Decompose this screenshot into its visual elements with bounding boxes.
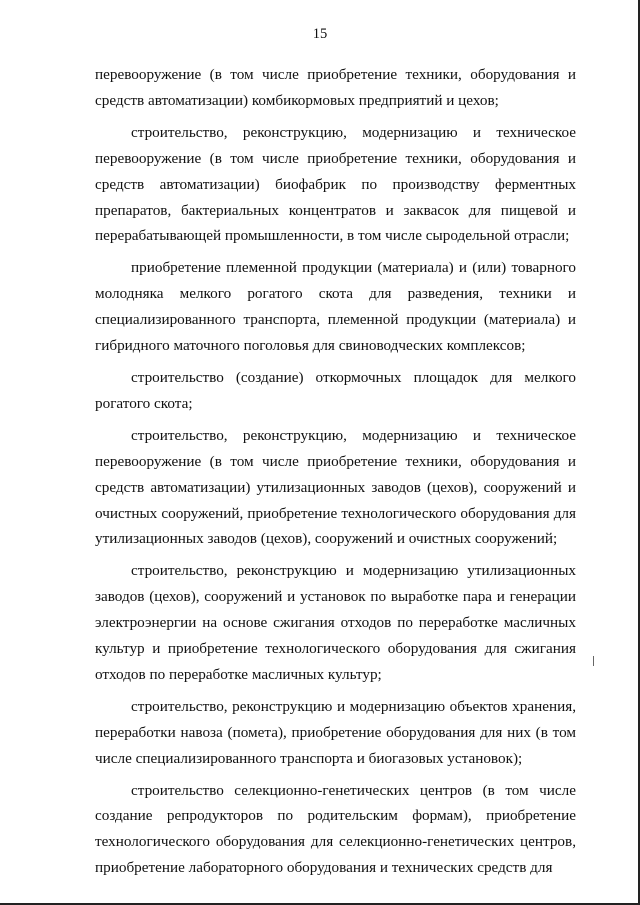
scan-margin-mark xyxy=(593,656,594,666)
paragraph: строительство селекционно-генетических центров (в том числе создание репродукторов по родительским формам), приобретение технологического оборудования для селекционно-генетических центров, приобретение лабораторного оборудования и технических средств для xyxy=(95,781,576,877)
paragraph: строительство (создание) откормочных площадок для мелкого рогатого скота; xyxy=(95,368,576,412)
paragraph: строительство, реконструкцию и модернизацию объектов хранения, переработки навоза (помета), приобретение оборудования для них (в том числе специализированного транспорта и биогазовых установок); xyxy=(95,697,576,767)
document-body xyxy=(95,62,576,881)
paragraph: строительство, реконструкцию, модернизацию и техническое перевооружение (в том числе приобретение техники, оборудования и средств автоматизации) биофабрик по производству ферментных препаратов, бактериальных концентратов и заквасок для пищевой и перерабатывающей промышленности, в том числе сыродельной отрасли; xyxy=(95,123,576,245)
page-number: 15 xyxy=(312,26,328,42)
paragraph: строительство, реконструкцию и модернизацию утилизационных заводов (цехов), сооружений и установок по выработке пара и генерации электроэнергии на основе сжигания отходов по переработке масличных культур и приобретение технологического оборудования для сжигания отходов по переработке масличных культур; xyxy=(95,562,576,683)
paragraph: приобретение племенной продукции (материала) и (или) товарного молодняка мелкого рогатого скота для разведения, техники и специализированного транспорта, племенной продукции (материала) и гибридного маточного поголовья для свиноводческих комплексов; xyxy=(95,259,576,355)
paragraph: перевооружение (в том числе приобретение техники, оборудования и средств автоматизации) комбикормовых предприятий и цехов; xyxy=(95,66,576,109)
paragraph: строительство, реконструкцию, модернизацию и техническое перевооружение (в том числе приобретение техники, оборудования и средств автоматизации) утилизационных заводов (цехов), сооружений и очистных сооружений, приобретение технологического оборудования для утилизационных заводов (цехов), сооружений и очистных сооружений; xyxy=(95,426,576,548)
